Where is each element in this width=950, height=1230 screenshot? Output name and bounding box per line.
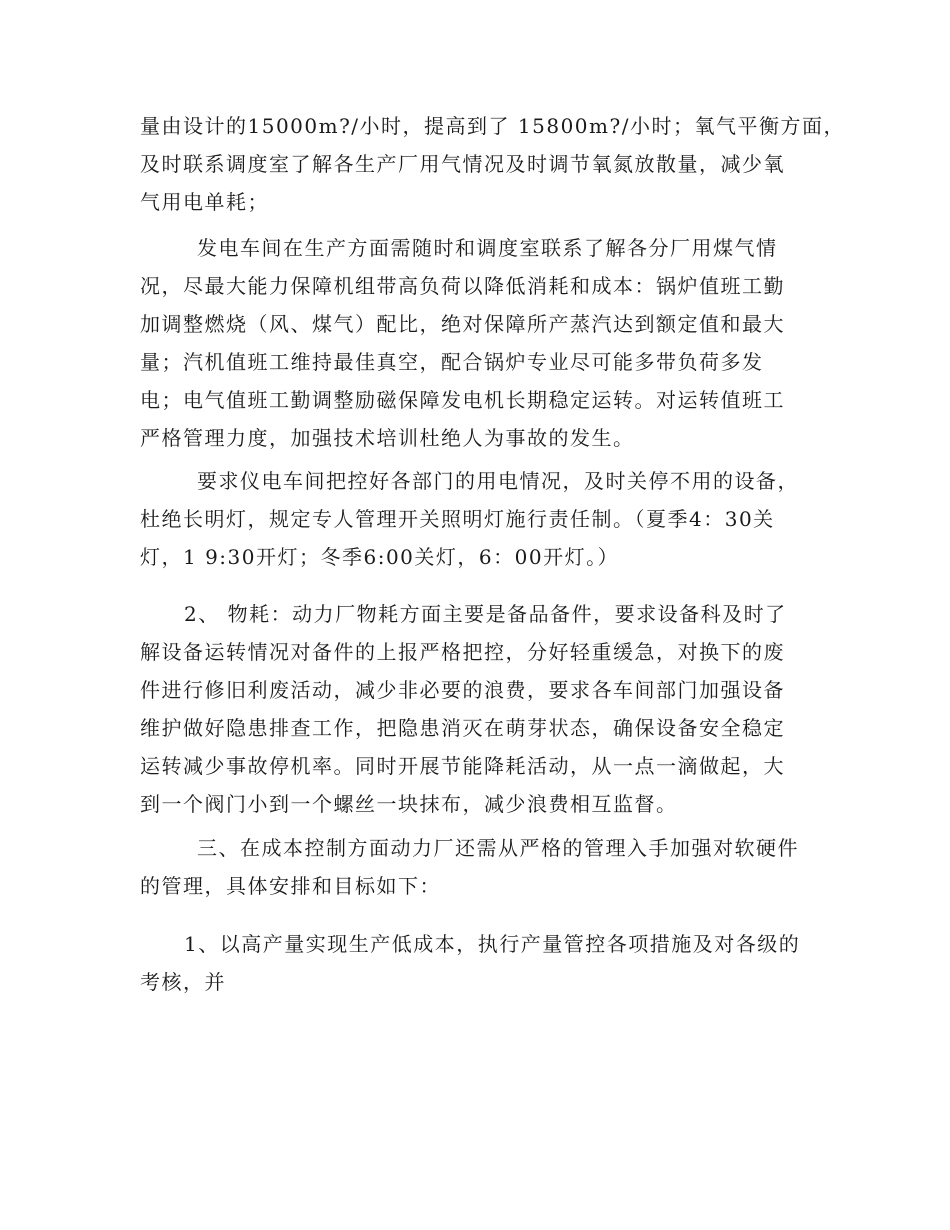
text-line: 气用电单耗；: [140, 190, 269, 214]
paragraph-electricity-control: [140, 462, 820, 576]
text-line: 量；汽机值班工维持最佳真空，配合锅炉专业尽可能多带负荷多发: [140, 350, 764, 374]
paragraph-material-consumption: [140, 595, 820, 823]
text-line: 严格管理力度，加强技术培训杜绝人为事故的发生。: [140, 426, 635, 450]
text-line: 况，尽最大能力保障机组带高负荷以降低消耗和成本：锅炉值班工勤: [140, 274, 785, 298]
paragraph-high-output: [140, 925, 820, 1001]
text-line: 杜绝长明灯，规定专人管理开关照明灯施行责任制。（夏季4：30关: [140, 507, 775, 531]
paragraph-power-generation: [140, 229, 820, 457]
text-line: 发电车间在生产方面需随时和调度室联系了解各分厂用煤气情: [197, 236, 778, 260]
text-line: 电；电气值班工勤调整励磁保障发电机长期稳定运转。对运转值班工: [140, 388, 785, 412]
text-line: 要求仪电车间把控好各部门的用电情况，及时关停不用的设备，: [197, 469, 799, 493]
text-line: 维护做好隐患排查工作，把隐患消灭在萌芽状态，确保设备安全稳定: [140, 716, 785, 740]
paragraph-cost-control: [140, 829, 820, 905]
text-line: 三、在成本控制方面动力厂还需从严格的管理入手加强对软硬件: [197, 836, 799, 860]
text-line: 2、 物耗：动力厂物耗方面主要是备品备件，要求设备科及时了: [184, 602, 787, 626]
text-line: 考核，并: [140, 970, 226, 994]
text-line: 运转减少事故停机率。同时开展节能降耗活动，从一点一滴做起，大: [140, 754, 785, 778]
text-line: 1、以高产量实现生产低成本，执行产量管控各项措施及对各级的: [184, 932, 801, 956]
text-line: 加调整燃烧（风、煤气）配比，绝对保障所产蒸汽达到额定值和最大: [140, 312, 785, 336]
text-line: 及时联系调度室了解各生产厂用气情况及时调节氧氮放散量，减少氧: [140, 152, 785, 176]
text-line: 灯，1 9:30开灯；冬季6:00关灯，6：00开灯。）: [140, 545, 620, 569]
text-line: 到一个阀门小到一个螺丝一块抹布，减少浪费相互监督。: [140, 792, 678, 816]
text-line: 的管理，具体安排和目标如下：: [140, 874, 441, 898]
text-line: 件进行修旧利废活动，减少非必要的浪费，要求各车间部门加强设备: [140, 678, 785, 702]
text-line: 解设备运转情况对备件的上报严格把控，分好轻重缓急，对换下的废: [140, 640, 785, 664]
text-line: 量由设计的15000m?/小时，提高到了 15800m?/小时；氧气平衡方面，: [140, 114, 845, 138]
paragraph-oxygen-balance: [140, 107, 845, 221]
